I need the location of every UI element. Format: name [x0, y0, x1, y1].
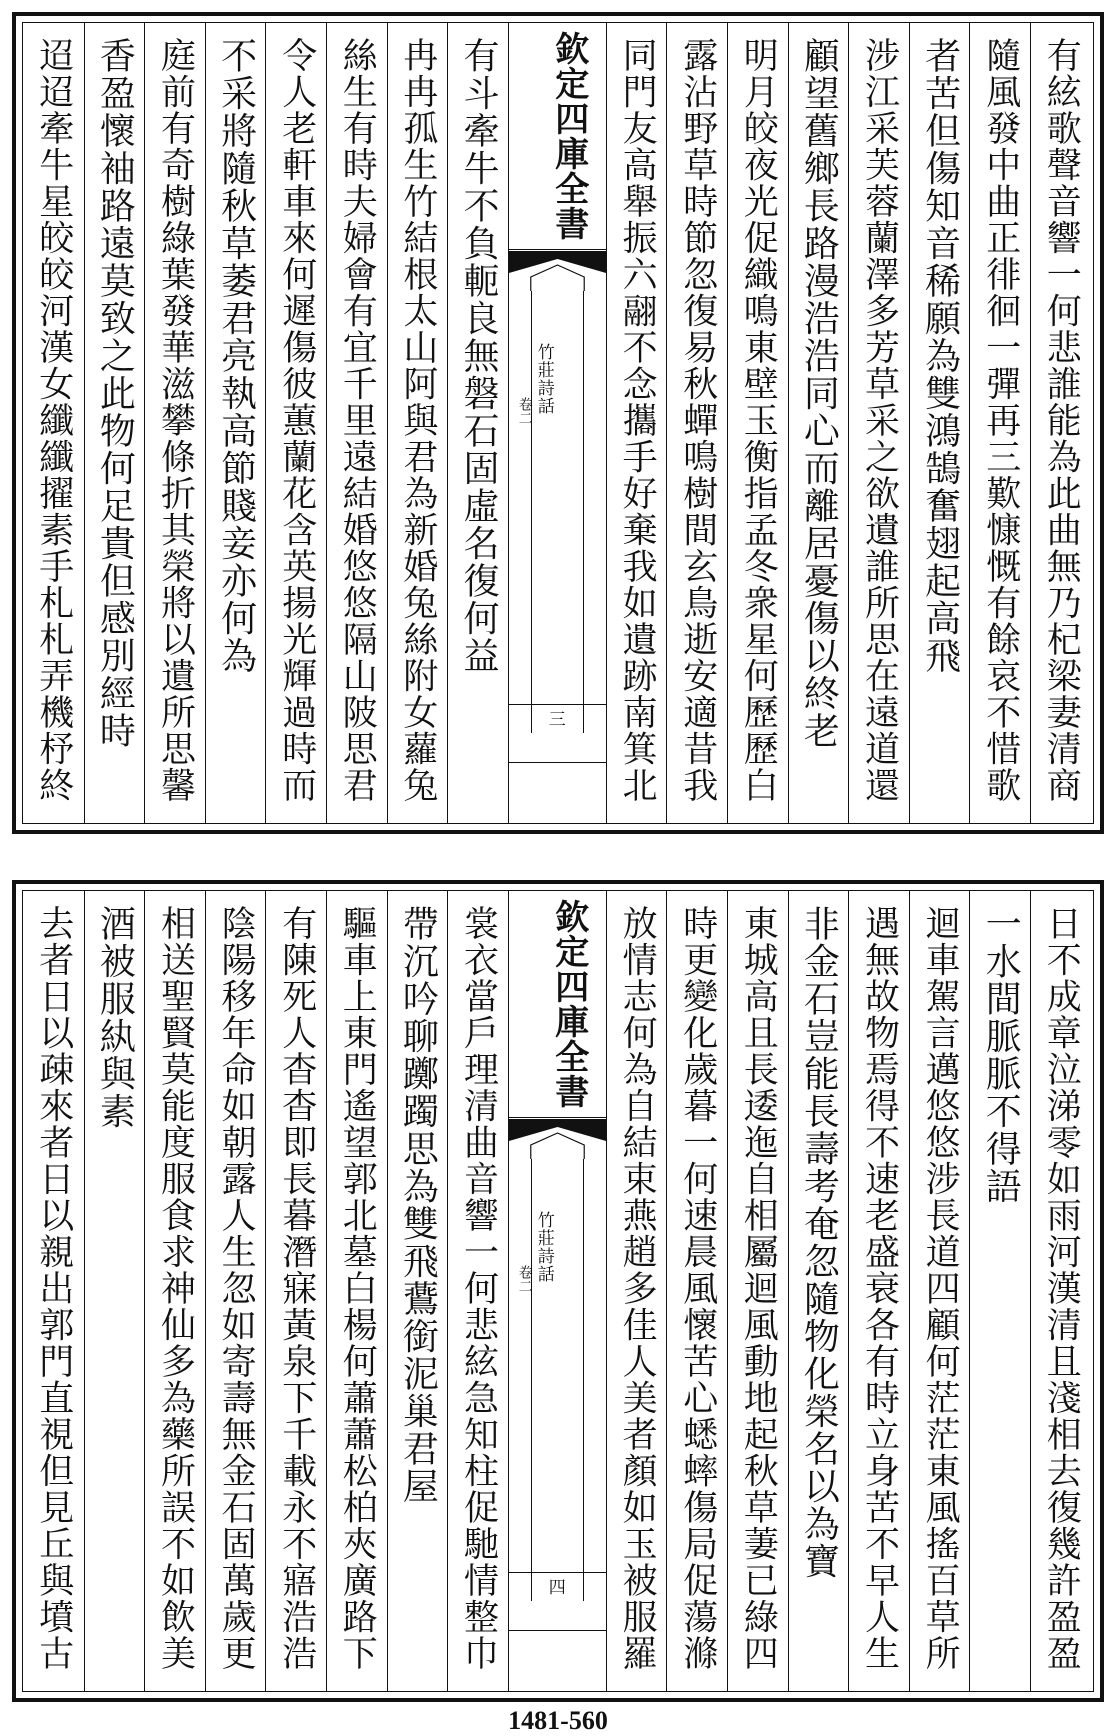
column-text: 明月皎夜光促織鳴東壁玉衡指孟冬衆星何歷歷白	[738, 37, 779, 804]
text-column	[205, 891, 266, 1691]
column-text: 香盈懷袖路遠莫致之此物何足貴但感別經時	[94, 37, 136, 750]
text-column	[447, 891, 508, 1691]
text-column	[848, 23, 909, 823]
text-column	[265, 891, 326, 1691]
center-fold-column	[508, 23, 606, 823]
page-number-footer: 1481-560	[508, 1706, 608, 1735]
text-column	[969, 23, 1030, 823]
text-column	[387, 891, 448, 1691]
column-text: 驅車上東門遙望郭北墓白楊何蕭蕭松柏夾廣路下	[337, 905, 378, 1672]
text-column	[326, 23, 387, 823]
text-column	[205, 23, 266, 823]
text-column	[848, 891, 909, 1691]
text-column	[969, 891, 1030, 1691]
column-text: 迴車駕言邁悠悠涉長道四顧何茫茫東風搖百草所	[920, 905, 961, 1672]
text-column	[909, 23, 970, 823]
text-column	[144, 23, 205, 823]
center-bottom-rule	[509, 762, 606, 763]
column-text: 遇無故物焉得不速老盛衰各有時立身苦不早人生	[859, 905, 900, 1672]
text-column	[606, 23, 667, 823]
text-column	[23, 23, 84, 823]
column-text: 不采將隨秋草萎君亮執高節賤妾亦何為	[215, 37, 257, 675]
text-column	[788, 23, 849, 823]
column-text: 迢迢牽牛星皎皎河漢女纖纖擢素手札札弄機杼終	[33, 37, 74, 804]
column-text: 有斗牽牛不負軛良無磐石固虛名復何益	[457, 37, 499, 675]
text-column	[666, 891, 727, 1691]
column-text: 放情志何為自結束燕趙多佳人美者顏如玉被服羅	[617, 905, 658, 1672]
column-text: 露沾野草時節忽復易秋蟬鳴樹間玄鳥逝安適昔我	[677, 37, 718, 804]
book-title: 欽定四庫全書	[509, 23, 606, 250]
text-column	[727, 891, 788, 1691]
text-column	[23, 891, 84, 1691]
column-text: 冉冉孤生竹結根太山阿與君為新婚兔絲附女蘿兔	[397, 37, 438, 804]
column-text: 有陳死人杳杳即長暮潛寐黃泉下千載永不寤浩浩	[276, 905, 317, 1672]
center-bottom-rule	[509, 1630, 606, 1631]
column-text: 有絃歌聲音響一何悲誰能為此曲無乃杞梁妻清商	[1041, 37, 1082, 804]
leaf-number: 四	[509, 1572, 606, 1603]
page-frame-bottom	[22, 890, 1094, 1692]
fish-tail-mark	[509, 251, 606, 291]
column-text: 相送聖賢莫能度服食求神仙多為藥所誤不如飲美	[155, 905, 196, 1672]
column-text: 同門友高舉振六翮不念攜手好棄我如遺跡南箕北	[617, 37, 658, 804]
column-text: 一水間脈脈不得語	[980, 905, 1022, 1205]
column-text: 時更變化歲暮一何速晨風懷苦心蟋蟀傷局促蕩滌	[677, 905, 718, 1672]
column-text: 去者日以疎來者日以親出郭門直視但見丘與墳古	[33, 905, 74, 1672]
text-column	[447, 23, 508, 823]
text-column	[606, 891, 667, 1691]
text-column	[666, 23, 727, 823]
text-column	[1030, 23, 1091, 823]
text-column	[909, 891, 970, 1691]
fish-tail-mark	[509, 1119, 606, 1159]
text-column	[387, 23, 448, 823]
book-subtitle: 竹莊詩話	[533, 1211, 554, 1283]
text-column	[84, 891, 145, 1691]
text-column	[84, 23, 145, 823]
text-column	[788, 891, 849, 1691]
column-text: 裳衣當戶理清曲音響一何悲絃急知柱促馳情整巾	[458, 905, 499, 1672]
text-columns-bottom	[23, 891, 1093, 1691]
text-column	[326, 891, 387, 1691]
column-text: 非金石豈能長壽考奄忽隨物化榮名以為寶	[798, 905, 840, 1580]
center-fold-column	[508, 891, 606, 1691]
text-column	[265, 23, 326, 823]
book-title: 欽定四庫全書	[509, 891, 606, 1118]
column-text: 涉江采芙蓉蘭澤多芳草采之欲遺誰所思在遠道還	[859, 37, 900, 804]
book-subtitle: 竹莊詩話	[533, 343, 554, 415]
volume-label: 卷二	[516, 397, 533, 425]
text-column	[1030, 891, 1091, 1691]
page-frame-top	[22, 22, 1094, 824]
volume-label: 卷二	[516, 1265, 533, 1293]
leaf-number: 三	[509, 704, 606, 735]
column-text: 庭前有奇樹綠葉發華滋攀條折其榮將以遺所思馨	[155, 37, 196, 804]
page-panel-top	[12, 12, 1104, 834]
column-text: 日不成章泣涕零如雨河漢清且淺相去復幾許盈盈	[1041, 905, 1082, 1672]
page-panel-bottom	[12, 880, 1104, 1702]
column-text: 酒被服紈與素	[94, 905, 136, 1130]
column-text: 絲生有時夫婦會有宜千里遠結婚悠悠隔山陂思君	[337, 37, 378, 804]
text-columns-top	[23, 23, 1093, 823]
column-text: 帶沉吟聊躑躅思為雙飛鷰銜泥巢君屋	[397, 905, 439, 1505]
column-text: 隨風發中曲正徘徊一彈再三歎慷慨有餘哀不惜歌	[980, 37, 1021, 804]
column-text: 陰陽移年命如朝露人生忽如寄壽無金石固萬歲更	[216, 905, 257, 1672]
text-column	[727, 23, 788, 823]
column-text: 東城高且長逶迤自相屬迴風動地起秋草萋已綠四	[738, 905, 779, 1672]
text-column	[144, 891, 205, 1691]
column-text: 顧望舊鄉長路漫浩浩同心而離居憂傷以終老	[798, 37, 840, 750]
column-text: 令人老軒車來何遲傷彼蕙蘭花含英揚光輝過時而	[276, 37, 317, 804]
column-text: 者苦但傷知音稀願為雙鴻鵠奮翅起高飛	[919, 37, 961, 675]
